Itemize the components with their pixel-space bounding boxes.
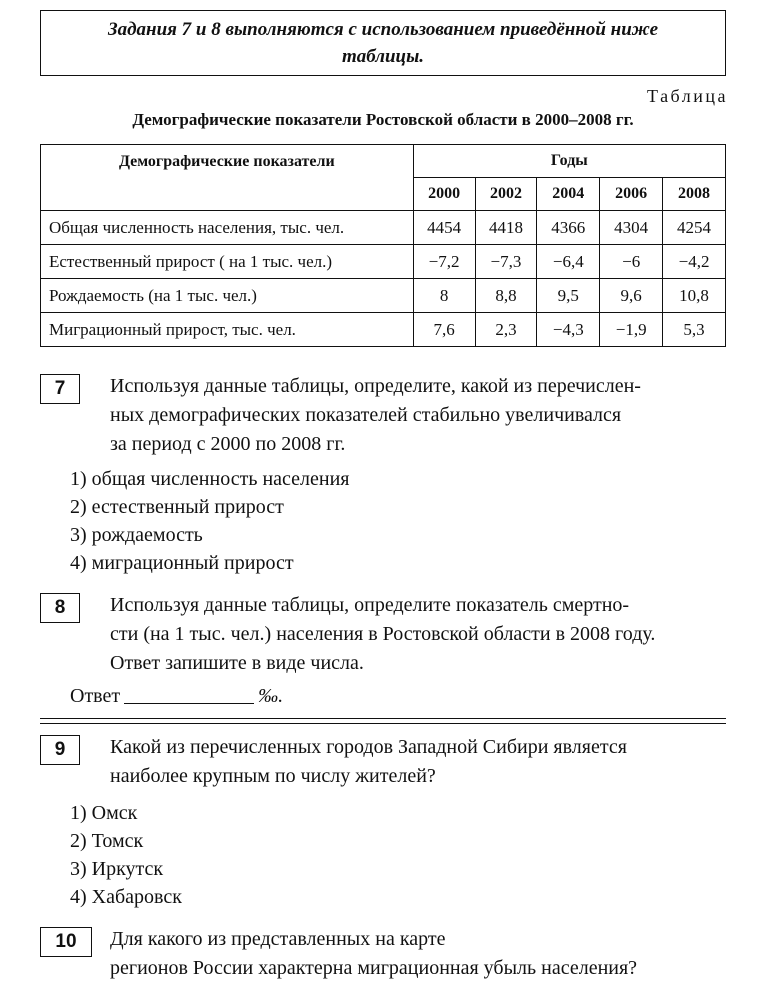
answer-option[interactable]: 2) естественный прирост	[70, 496, 284, 518]
row-label: Общая численность населения, тыс. чел.	[41, 211, 414, 245]
question-8-text	[110, 591, 730, 678]
table-cell: 4366	[537, 211, 600, 245]
question-9-text	[110, 733, 730, 791]
question-number-9: 9	[40, 735, 80, 765]
table-cell: −7,2	[413, 245, 475, 279]
indicator-column-header: Демографические показатели	[41, 145, 414, 211]
answer-line	[70, 683, 283, 708]
table-label: Таблица	[647, 86, 728, 106]
answer-option[interactable]: 4) миграционный прирост	[70, 552, 294, 574]
answer-label: Ответ	[70, 685, 121, 707]
table-header-row	[41, 145, 726, 178]
answer-option[interactable]: 4) Хабаровск	[70, 886, 182, 908]
table-cell: 10,8	[663, 279, 726, 313]
question-9-options	[70, 799, 182, 911]
question-text-line: регионов России характерна миграционная убыль населения?	[110, 957, 638, 979]
question-10-text	[110, 925, 730, 983]
answer-option[interactable]: 3) рождаемость	[70, 524, 203, 546]
row-label: Рождаемость (на 1 тыс. чел.)	[41, 279, 414, 313]
year-header: 2002	[475, 178, 537, 211]
table-cell: −4,2	[663, 245, 726, 279]
years-column-header: Годы	[413, 145, 725, 178]
question-text-line: за период с 2000 по 2008 гг.	[110, 433, 346, 455]
table-row	[41, 279, 726, 313]
instruction-line-2: таблицы.	[341, 46, 425, 67]
table-cell: −6	[600, 245, 663, 279]
question-7-options	[70, 465, 350, 577]
question-text-line: Используя данные таблицы, определите показатель смертно-	[110, 594, 630, 616]
year-header: 2006	[600, 178, 663, 211]
table-cell: 8	[413, 279, 475, 313]
question-text-line: Используя данные таблицы, определите, какой из перечислен-	[110, 375, 641, 397]
table-cell: 4454	[413, 211, 475, 245]
question-text-line: ных демографических показателей стабильно увеличивался	[110, 404, 622, 426]
table-cell: −1,9	[600, 313, 663, 347]
table-cell: −6,4	[537, 245, 600, 279]
table-cell: 8,8	[475, 279, 537, 313]
table-cell: 7,6	[413, 313, 475, 347]
year-header: 2000	[413, 178, 475, 211]
answer-blank[interactable]	[124, 683, 254, 704]
table-cell: 5,3	[663, 313, 726, 347]
question-text-line: Ответ запишите в виде числа.	[110, 652, 364, 674]
table-row	[41, 211, 726, 245]
question-number-8: 8	[40, 593, 80, 623]
question-number-7: 7	[40, 374, 80, 404]
table-cell: 9,6	[600, 279, 663, 313]
table-row	[41, 245, 726, 279]
answer-option[interactable]: 2) Томск	[70, 830, 144, 852]
question-text-line: наиболее крупным по числу жителей?	[110, 765, 436, 787]
instruction-box	[40, 10, 726, 76]
answer-option[interactable]: 1) общая численность населения	[70, 468, 350, 490]
section-divider	[40, 718, 726, 724]
row-label: Естественный прирост ( на 1 тыс. чел.)	[41, 245, 414, 279]
table-cell: 4418	[475, 211, 537, 245]
year-header: 2008	[663, 178, 726, 211]
question-text-line: Какой из перечисленных городов Западной Сибири является	[110, 736, 627, 758]
table-cell: 2,3	[475, 313, 537, 347]
answer-option[interactable]: 3) Иркутск	[70, 858, 164, 880]
table-cell: 4254	[663, 211, 726, 245]
question-7-text	[110, 372, 730, 459]
question-text-line: сти (на 1 тыс. чел.) населения в Ростовской области в 2008 году.	[110, 623, 656, 645]
table-row	[41, 313, 726, 347]
demographics-table	[40, 144, 726, 347]
table-title: Демографические показатели Ростовской области в 2000–2008 гг.	[132, 110, 634, 129]
year-header: 2004	[537, 178, 600, 211]
row-label: Миграционный прирост, тыс. чел.	[41, 313, 414, 347]
table-cell: −4,3	[537, 313, 600, 347]
table-cell: 4304	[600, 211, 663, 245]
question-text-line: Для какого из представленных на карте	[110, 928, 446, 950]
table-cell: −7,3	[475, 245, 537, 279]
question-number-10: 10	[40, 927, 92, 957]
table-cell: 9,5	[537, 279, 600, 313]
answer-option[interactable]: 1) Омск	[70, 802, 138, 824]
answer-unit: ‰.	[258, 685, 284, 707]
instruction-line-1: Задания 7 и 8 выполняются с использованием приведённой ниже	[107, 19, 659, 40]
